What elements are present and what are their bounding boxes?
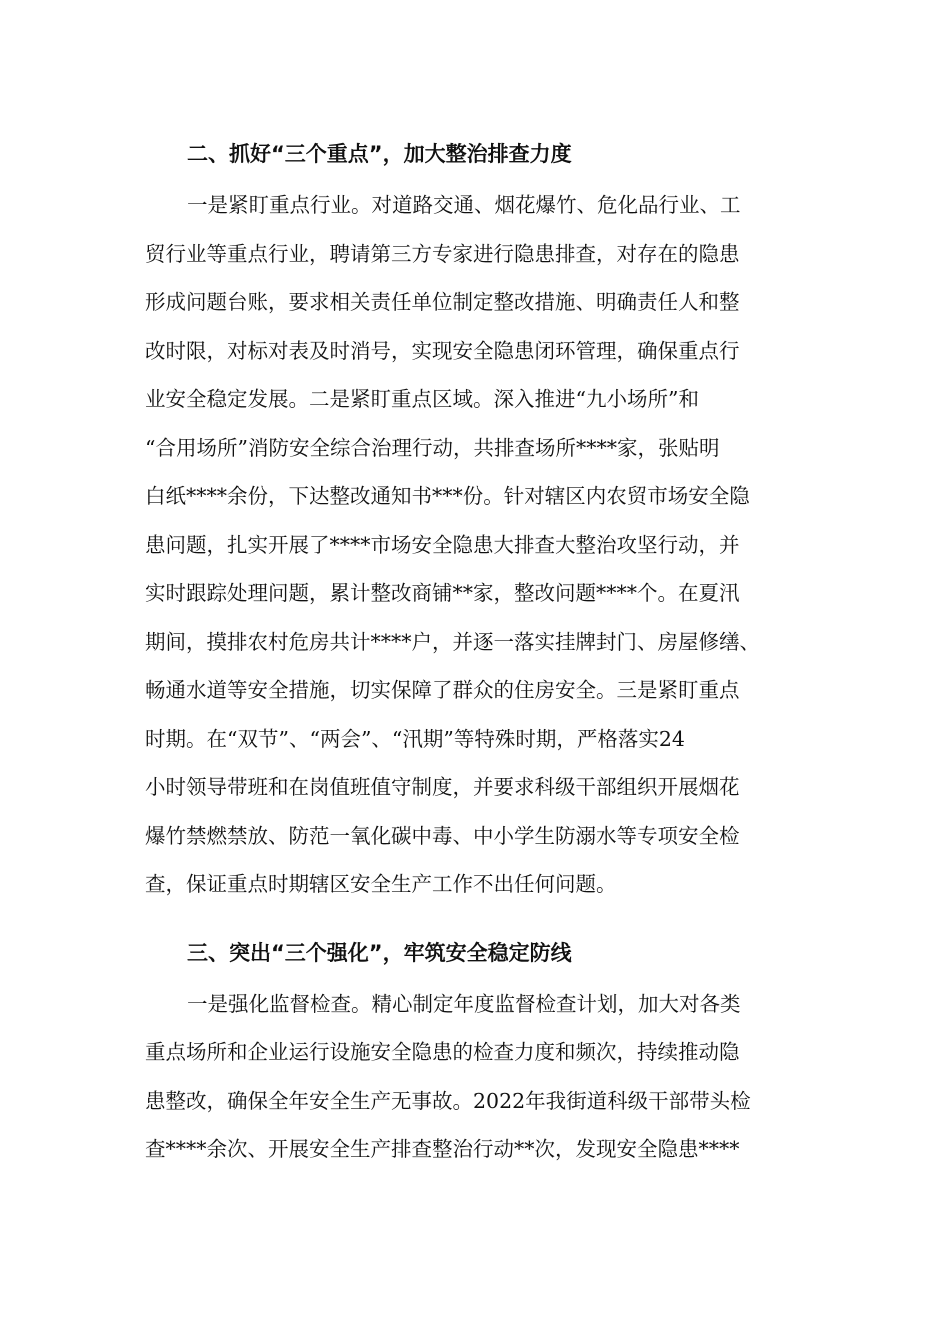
document-body — [145, 132, 800, 1174]
text-line: “合用场所”消防安全综合治理行动，共排查场所****家，张贴明 — [145, 435, 720, 460]
text-line: 小时领导带班和在岗值班值守制度，并要求科级干部组织开展烟花 — [145, 775, 740, 799]
text-line: 爆竹禁燃禁放、防范一氧化碳中毒、中小学生防溺水等专项安全检 — [145, 823, 740, 848]
section-3-paragraph — [145, 980, 800, 1174]
section-heading-2: 二、抓好“三个重点”，加大整治排查力度 — [187, 142, 572, 166]
text-line: 实时跟踪处理问题，累计整改商铺**家，整改问题****个。在夏汛 — [145, 581, 740, 605]
text-line: 期间，摸排农村危房共计****户，并逐一落实挂牌封门、房屋修缮、 — [145, 629, 760, 654]
text-line: 患问题，扎实开展了****市场安全隐患大排查大整治攻坚行动，并 — [145, 532, 740, 557]
text-line: 查，保证重点时期辖区安全生产工作不出任何问题。 — [145, 872, 617, 896]
section-heading-3: 三、突出“三个强化”，牢筑安全稳定防线 — [187, 940, 572, 965]
text-line: 贸行业等重点行业，聘请第三方专家进行隐患排查，对存在的隐患 — [145, 241, 740, 266]
text-line: 改时限，对标对表及时消号，实现安全隐患闭环管理，确保重点行 — [145, 338, 740, 363]
text-line: 一是强化监督检查。精心制定年度监督检查计划，加大对各类 — [187, 991, 741, 1016]
text-line: 白纸****余份，下达整改通知书***份。针对辖区内农贸市场安全隐 — [145, 484, 750, 508]
text-line: 重点场所和企业运行设施安全隐患的检查力度和频次，持续推动隐 — [145, 1040, 740, 1064]
text-line: 业安全稳定发展。二是紧盯重点区域。深入推进“九小场所”和 — [145, 387, 699, 411]
text-line: 畅通水道等安全措施，切实保障了群众的住房安全。三是紧盯重点 — [145, 678, 740, 702]
text-line: 患整改，确保全年安全生产无事故。2022年我街道科级干部带头检 — [145, 1088, 751, 1113]
text-line: 一是紧盯重点行业。对道路交通、烟花爆竹、危化品行业、工 — [187, 193, 741, 217]
text-line: 时期。在“双节”、“两会”、“汛期”等特殊时期，严格落实24 — [145, 726, 685, 751]
text-line: 形成问题台账，要求相关责任单位制定整改措施、明确责任人和整 — [145, 290, 740, 314]
text-line: 查****余次、开展安全生产排查整治行动**次，发现安全隐患**** — [145, 1137, 740, 1161]
section-2-paragraph — [145, 181, 800, 909]
